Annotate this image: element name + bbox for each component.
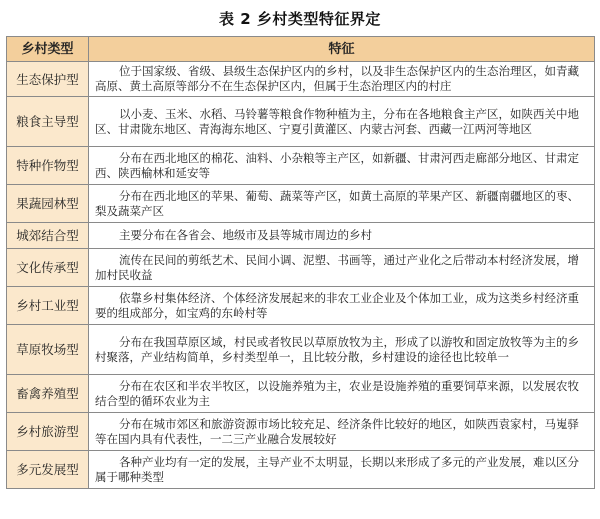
- row-feature: [89, 375, 595, 413]
- row-type: 乡村旅游型: [7, 413, 89, 451]
- row-feature: [89, 451, 595, 489]
- table-row: [7, 287, 595, 325]
- table-row: [7, 223, 595, 249]
- table-row: [7, 375, 595, 413]
- row-feature: [89, 62, 595, 97]
- table-title: 表 2 乡村类型特征界定: [219, 10, 381, 28]
- row-type: 文化传承型: [7, 249, 89, 287]
- row-feature: [89, 249, 595, 287]
- row-feature-text: 分布在农区和半农半牧区，以设施养殖为主，农业是设施养殖的重要饲草来源，以发展农牧结合型的循环农业为主: [95, 378, 579, 408]
- row-feature-text: 分布在西北地区的棉花、油料、小杂粮等主产区，如新疆、甘肃河西走廊部分地区、甘肃定西、陕西榆林和延安等: [95, 150, 579, 180]
- row-type: 果蔬园林型: [7, 185, 89, 223]
- row-feature: [89, 97, 595, 147]
- row-feature: [89, 223, 595, 249]
- row-type: 多元发展型: [7, 451, 89, 489]
- row-feature-text: 主要分布在各省会、地级市及县等城市周边的乡村: [119, 228, 372, 242]
- row-type: 畜禽养殖型: [7, 375, 89, 413]
- row-feature-text: 位于国家级、省级、县级生态保护区内的乡村，以及非生态保护区内的生态治理区，如青藏高原、黄土高原等部分不在生态保护区内，但属于生态治理区内的村庄: [95, 64, 579, 93]
- row-feature: [89, 185, 595, 223]
- row-feature-text: 流传在民间的剪纸艺术、民间小调、泥塑、书画等，通过产业化之后带动本村经济发展，增加村民收益: [95, 252, 579, 282]
- header-type: 乡村类型: [7, 37, 89, 62]
- table-row: [7, 451, 595, 489]
- row-feature-text: 分布在城市郊区和旅游资源市场比较充足、经济条件比较好的地区，如陕西袁家村，马嵬驿等在国内具有代表性，一二三产业融合发展较好: [95, 416, 579, 446]
- row-feature-text: 各种产业均有一定的发展，主导产业不太明显，长期以来形成了多元的产业发展，难以区分属于哪种类型: [95, 454, 579, 484]
- row-feature: [89, 325, 595, 375]
- header-feature: 特征: [89, 37, 595, 62]
- table-row: [7, 413, 595, 451]
- row-type: 城郊结合型: [7, 223, 89, 249]
- row-feature-text: 依靠乡村集体经济、个体经济发展起来的非农工业企业及个体加工业，成为这类乡村经济重要的组成部分，如宝鸡的东岭村等: [95, 290, 579, 320]
- table-row: [7, 185, 595, 223]
- row-type: 草原牧场型: [7, 325, 89, 375]
- row-feature-text: 分布在我国草原区域，村民或者牧民以草原放牧为主，形成了以游牧和固定放牧等为主的乡村聚落，产业结构简单，乡村类型单一，且比较分散，乡村建设的途径也比较单一: [95, 334, 579, 364]
- row-feature: [89, 147, 595, 185]
- table-row: [7, 147, 595, 185]
- row-feature-text: 分布在西北地区的苹果、葡萄、蔬菜等产区，如黄土高原的苹果产区、新疆南疆地区的枣、梨及蔬菜产区: [95, 188, 579, 218]
- table-row: [7, 249, 595, 287]
- header-row: [7, 37, 595, 62]
- row-type: 粮食主导型: [7, 97, 89, 147]
- rural-type-table: [6, 36, 595, 489]
- table-row: [7, 62, 595, 97]
- row-type: 特种作物型: [7, 147, 89, 185]
- row-feature-text: 以小麦、玉米、水稻、马铃薯等粮食作物种植为主，分布在各地粮食主产区，如陕西关中地区、甘肃陇东地区、青海海东地区、宁夏引黄灌区、内蒙古河套、西藏一江两河等地区: [95, 106, 579, 136]
- row-feature: [89, 413, 595, 451]
- row-type: 乡村工业型: [7, 287, 89, 325]
- table-row: [7, 97, 595, 147]
- table-row: [7, 325, 595, 375]
- row-feature: [89, 287, 595, 325]
- row-type: 生态保护型: [7, 62, 89, 97]
